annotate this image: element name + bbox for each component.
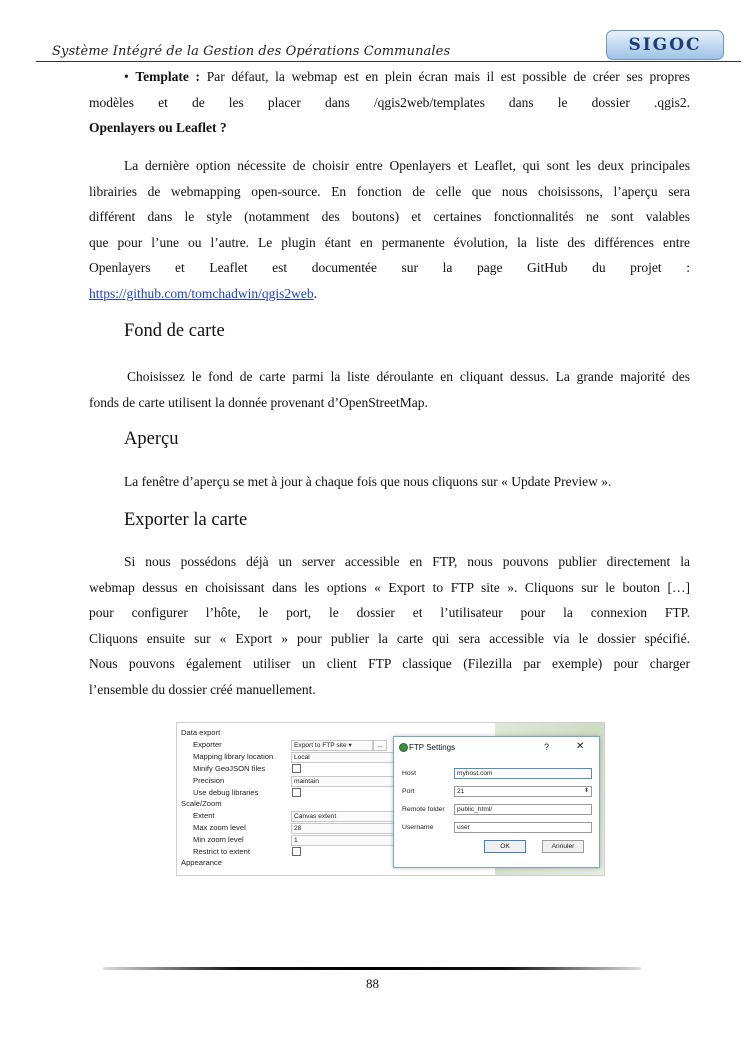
- port-label: Port: [402, 788, 415, 795]
- minify-label: Minify GeoJSON files: [193, 764, 266, 773]
- exporter-label: Exporter: [193, 740, 222, 749]
- port-spinbox[interactable]: 21 ⬍: [454, 786, 592, 797]
- dialog-title: FTP Settings: [409, 743, 456, 752]
- template-text-1: Par défaut, la webmap est en plein écran mais il est possible de créer ses propres: [206, 69, 690, 84]
- username-input[interactable]: user: [454, 822, 592, 833]
- p4-line-3: pour configurer l’hôte, le port, le dossier et l’utilisateur pour la connexion FTP.: [89, 605, 690, 620]
- max-zoom-field[interactable]: 28: [291, 823, 395, 834]
- dialog-titlebar: [394, 737, 599, 757]
- p1-line-1: La dernière option nécessite de choisir entre Openlayers et Leaflet, qui sont les deux principales: [124, 158, 690, 173]
- header-rule: [36, 61, 741, 62]
- ftp-settings-figure: [176, 722, 605, 876]
- close-icon[interactable]: ✕: [576, 741, 585, 752]
- p1-line-6: https://github.com/tomchadwin/qgis2web.: [89, 285, 317, 301]
- section-data-export: Data export: [181, 728, 221, 737]
- debug-label: Use debug libraries: [193, 788, 259, 797]
- p4-line-2: webmap dessus en choisissant dans les options « Export to FTP site ». Cliquons sur le bouton […]: [89, 579, 690, 595]
- host-label: Host: [402, 770, 416, 777]
- github-link[interactable]: https://github.com/tomchadwin/qgis2web: [89, 285, 314, 301]
- p4-line-5: Nous pouvons également utiliser un client FTP classique (Filezilla par exemple) pour charger: [89, 656, 690, 671]
- restrict-checkbox[interactable]: [292, 847, 301, 856]
- exporter-select[interactable]: Export to FTP site ▾: [291, 740, 373, 751]
- section-scale-zoom: Scale/Zoom: [181, 799, 222, 808]
- min-zoom-label: Min zoom level: [193, 835, 244, 844]
- help-icon[interactable]: ?: [544, 742, 550, 752]
- p4-line-6: l’ensemble du dossier créé manuellement.: [89, 681, 316, 697]
- remote-folder-input[interactable]: public_html/: [454, 804, 592, 815]
- p1-line-4: que pour l’une ou l’autre. Le plugin étant en permanente évolution, la liste des différences entre: [89, 234, 690, 250]
- heading-apercu: Aperçu: [124, 429, 179, 449]
- precision-label: Precision: [193, 776, 225, 785]
- sigoc-logo: SIGOC: [606, 30, 724, 60]
- bullet: •: [124, 69, 129, 84]
- remote-folder-label: Remote folder: [402, 806, 445, 813]
- mapping-library-field[interactable]: Local: [291, 752, 395, 763]
- p4-line-1: Si nous possédons déjà un server accessible en FTP, nous pouvons publier directement la: [124, 554, 690, 569]
- p1-line-5: Openlayers et Leaflet est documentée sur la page GitHub du projet :: [89, 260, 690, 275]
- header-title: Système Intégré de la Gestion des Opérations Communales: [52, 44, 451, 59]
- spinner-arrows-icon[interactable]: ⬍: [583, 788, 589, 794]
- max-zoom-label: Max zoom level: [193, 823, 246, 832]
- username-label: Username: [402, 824, 434, 831]
- p1-line-2: librairies de webmapping open-source. En fonction de celle que nous choisissons, l’aperçu sera: [89, 183, 690, 199]
- ok-button[interactable]: OK: [484, 840, 526, 853]
- cancel-button[interactable]: Annuler: [542, 840, 584, 853]
- template-label: Template :: [135, 69, 201, 84]
- minify-checkbox[interactable]: [292, 764, 301, 773]
- precision-field[interactable]: maintain: [291, 776, 395, 787]
- section-appearance: Appearance: [181, 858, 222, 867]
- min-zoom-field[interactable]: 1: [291, 835, 395, 846]
- exporter-config-button[interactable]: ...: [373, 740, 387, 751]
- mapping-library-label: Mapping library location: [193, 752, 274, 761]
- restrict-label: Restrict to extent: [193, 847, 250, 856]
- paragraph-apercu: [89, 469, 690, 495]
- template-line-1: [89, 64, 690, 90]
- footer-rule: [103, 967, 641, 970]
- page-number: 88: [366, 976, 379, 991]
- chevron-down-icon: ▾: [348, 742, 352, 749]
- p4-line-4: Cliquons ensuite sur « Export » pour publier la carte qui sera accessible via le dossier spécifié.: [89, 630, 690, 646]
- paragraph-openlayers-leaflet: [89, 153, 690, 306]
- p2-line-2: fonds de carte utilisent la donnée provenant d’OpenStreetMap.: [89, 394, 428, 410]
- qgis-icon: [399, 743, 408, 752]
- debug-checkbox[interactable]: [292, 788, 301, 797]
- p1-line-3: différent dans le style (notamment des boutons) et certaines fonctionnalités ne sont valables: [89, 209, 690, 224]
- p2-line-1: Choisissez le fond de carte parmi la liste déroulante en cliquant dessus. La grande majorité des: [127, 369, 690, 384]
- ftp-settings-dialog: [393, 736, 600, 868]
- heading-fond-de-carte: Fond de carte: [124, 321, 225, 341]
- heading-exporter: Exporter la carte: [124, 510, 248, 530]
- p3-line-1: La fenêtre d’aperçu se met à jour à chaque fois que nous cliquons sur « Update Preview ».: [124, 474, 612, 489]
- host-input[interactable]: myhost.com: [454, 768, 592, 779]
- extent-label: Extent: [193, 811, 215, 820]
- paragraph-fond-de-carte: [89, 364, 690, 415]
- question-heading: Openlayers ou Leaflet ?: [89, 120, 227, 135]
- paragraph-exporter: [89, 549, 690, 702]
- template-paragraph: [89, 64, 690, 141]
- extent-field[interactable]: Canvas extent: [291, 811, 395, 822]
- template-line-2: modèles et de les placer dans /qgis2web/templates dans le dossier .qgis2.: [89, 94, 690, 110]
